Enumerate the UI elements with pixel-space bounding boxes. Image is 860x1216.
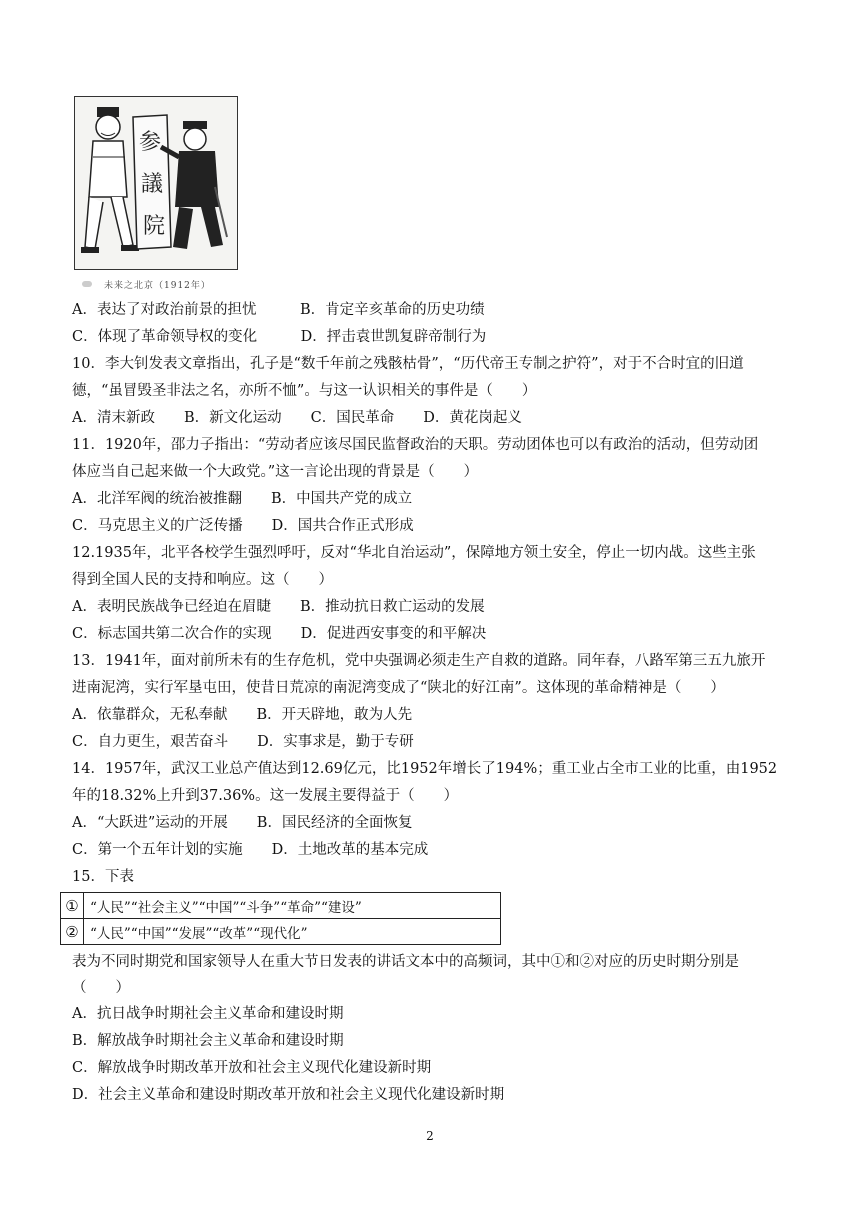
- q12-stem-line2: 得到全国人民的支持和响应。这（ ）: [72, 572, 333, 588]
- q10-options: A．清末新政 B．新文化运动 C．国民革命 D．黄花岗起义: [72, 410, 522, 426]
- cartoon-caption: 未来之北京（1912年）: [104, 281, 211, 291]
- q9-options-row1: A．表达了对政治前景的担忧 B．肯定辛亥革命的历史功绩: [72, 302, 485, 318]
- cartoon-drawing: [75, 97, 237, 269]
- q14-options-row2: C．第一个五年计划的实施 D．土地改革的基本完成: [72, 842, 429, 858]
- table-row: [61, 919, 501, 945]
- cartoon-image: [74, 96, 238, 270]
- q15-option-b: B．解放战争时期社会主义革命和建设时期: [72, 1033, 344, 1049]
- q12-options-row1: A．表明民族战争已经迫在眉睫 B．推动抗日救亡运动的发展: [72, 599, 485, 615]
- q15-stem-line2: （ ）: [72, 980, 130, 996]
- q13-options-row2: C．自力更生，艰苦奋斗 D．实事求是，勤于专研: [72, 734, 414, 750]
- q12-stem-line1: 12.1935年，北平各校学生强烈呼吁，反对“华北自治运动”，保障地方领土安全，停止一切内战。这些主张: [72, 545, 756, 561]
- row-keywords: “人民”“社会主义”“中国”“斗争”“革命”“建设”: [84, 893, 501, 919]
- q15-option-c: C．解放战争时期改革开放和社会主义现代化建设新时期: [72, 1060, 432, 1076]
- q13-stem-line2: 进南泥湾，实行军垦屯田，使昔日荒凉的南泥湾变成了“陕北的好江南”。这体现的革命精神是（ ）: [72, 680, 725, 696]
- q15-stem-line1: 表为不同时期党和国家领导人在重大节日发表的讲话文本中的高频词，其中①和②对应的历史时期分别是: [72, 954, 739, 970]
- caption-dot: [82, 281, 92, 287]
- q13-options-row1: A．依靠群众，无私奉献 B．开天辟地，敢为人先: [72, 707, 413, 723]
- keyword-table: [60, 892, 501, 945]
- q10-stem-line2: 德，“虽冒毁圣非法之名，亦所不恤”。与这一认识相关的事件是（ ）: [72, 383, 537, 399]
- q14-options-row1: A．“大跃进”运动的开展 B．国民经济的全面恢复: [72, 815, 413, 831]
- q15-option-a: A．抗日战争时期社会主义革命和建设时期: [72, 1006, 344, 1022]
- q11-options-row2: C．马克思主义的广泛传播 D．国共合作正式形成: [72, 518, 414, 534]
- q14-stem-line2: 年的18.32%上升到37.36%。这一发展主要得益于（ ）: [72, 788, 459, 804]
- row-number: ②: [61, 919, 84, 945]
- page-number: 2: [426, 1129, 434, 1143]
- q12-options-row2: C．标志国共第二次合作的实现 D．促进西安事变的和平解决: [72, 626, 487, 642]
- q9-options-row2: C．体现了革命领导权的变化 D．抨击袁世凯复辟帝制行为: [72, 329, 487, 345]
- cartoon-banner-char: 議: [141, 172, 164, 197]
- row-number: ①: [61, 893, 84, 919]
- cartoon-banner-char: 参: [139, 130, 162, 155]
- q14-stem-line1: 14．1957年，武汉工业总产值达到12.69亿元，比1952年增长了194%；重工业占全市工业的比重，由1952: [72, 761, 778, 777]
- q10-stem-line1: 10．李大钊发表文章指出，孔子是“数千年前之残骸枯骨”，“历代帝王专制之护符”，对于不合时宜的旧道: [72, 356, 744, 372]
- q11-stem-line2: 体应当自己起来做一个大政党。”这一言论出现的背景是（ ）: [72, 464, 479, 480]
- q11-options-row1: A．北洋军阀的统治被推翻 B．中国共产党的成立: [72, 491, 413, 507]
- q15-option-d: D．社会主义革命和建设时期改革开放和社会主义现代化建设新时期: [72, 1087, 505, 1103]
- q11-stem-line1: 11．1920年，邵力子指出：“劳动者应该尽国民监督政治的天职。劳动团体也可以有政治的活动，但劳动团: [72, 437, 759, 453]
- cartoon-banner-char: 院: [143, 214, 166, 239]
- row-keywords: “人民”“中国”“发展”“改革”“现代化”: [84, 919, 501, 945]
- table-row: [61, 893, 501, 919]
- q13-stem-line1: 13．1941年，面对前所未有的生存危机，党中央强调必须走生产自救的道路。同年春，八路军第三五九旅开: [72, 653, 766, 669]
- q15-intro: 15．下表: [72, 869, 134, 885]
